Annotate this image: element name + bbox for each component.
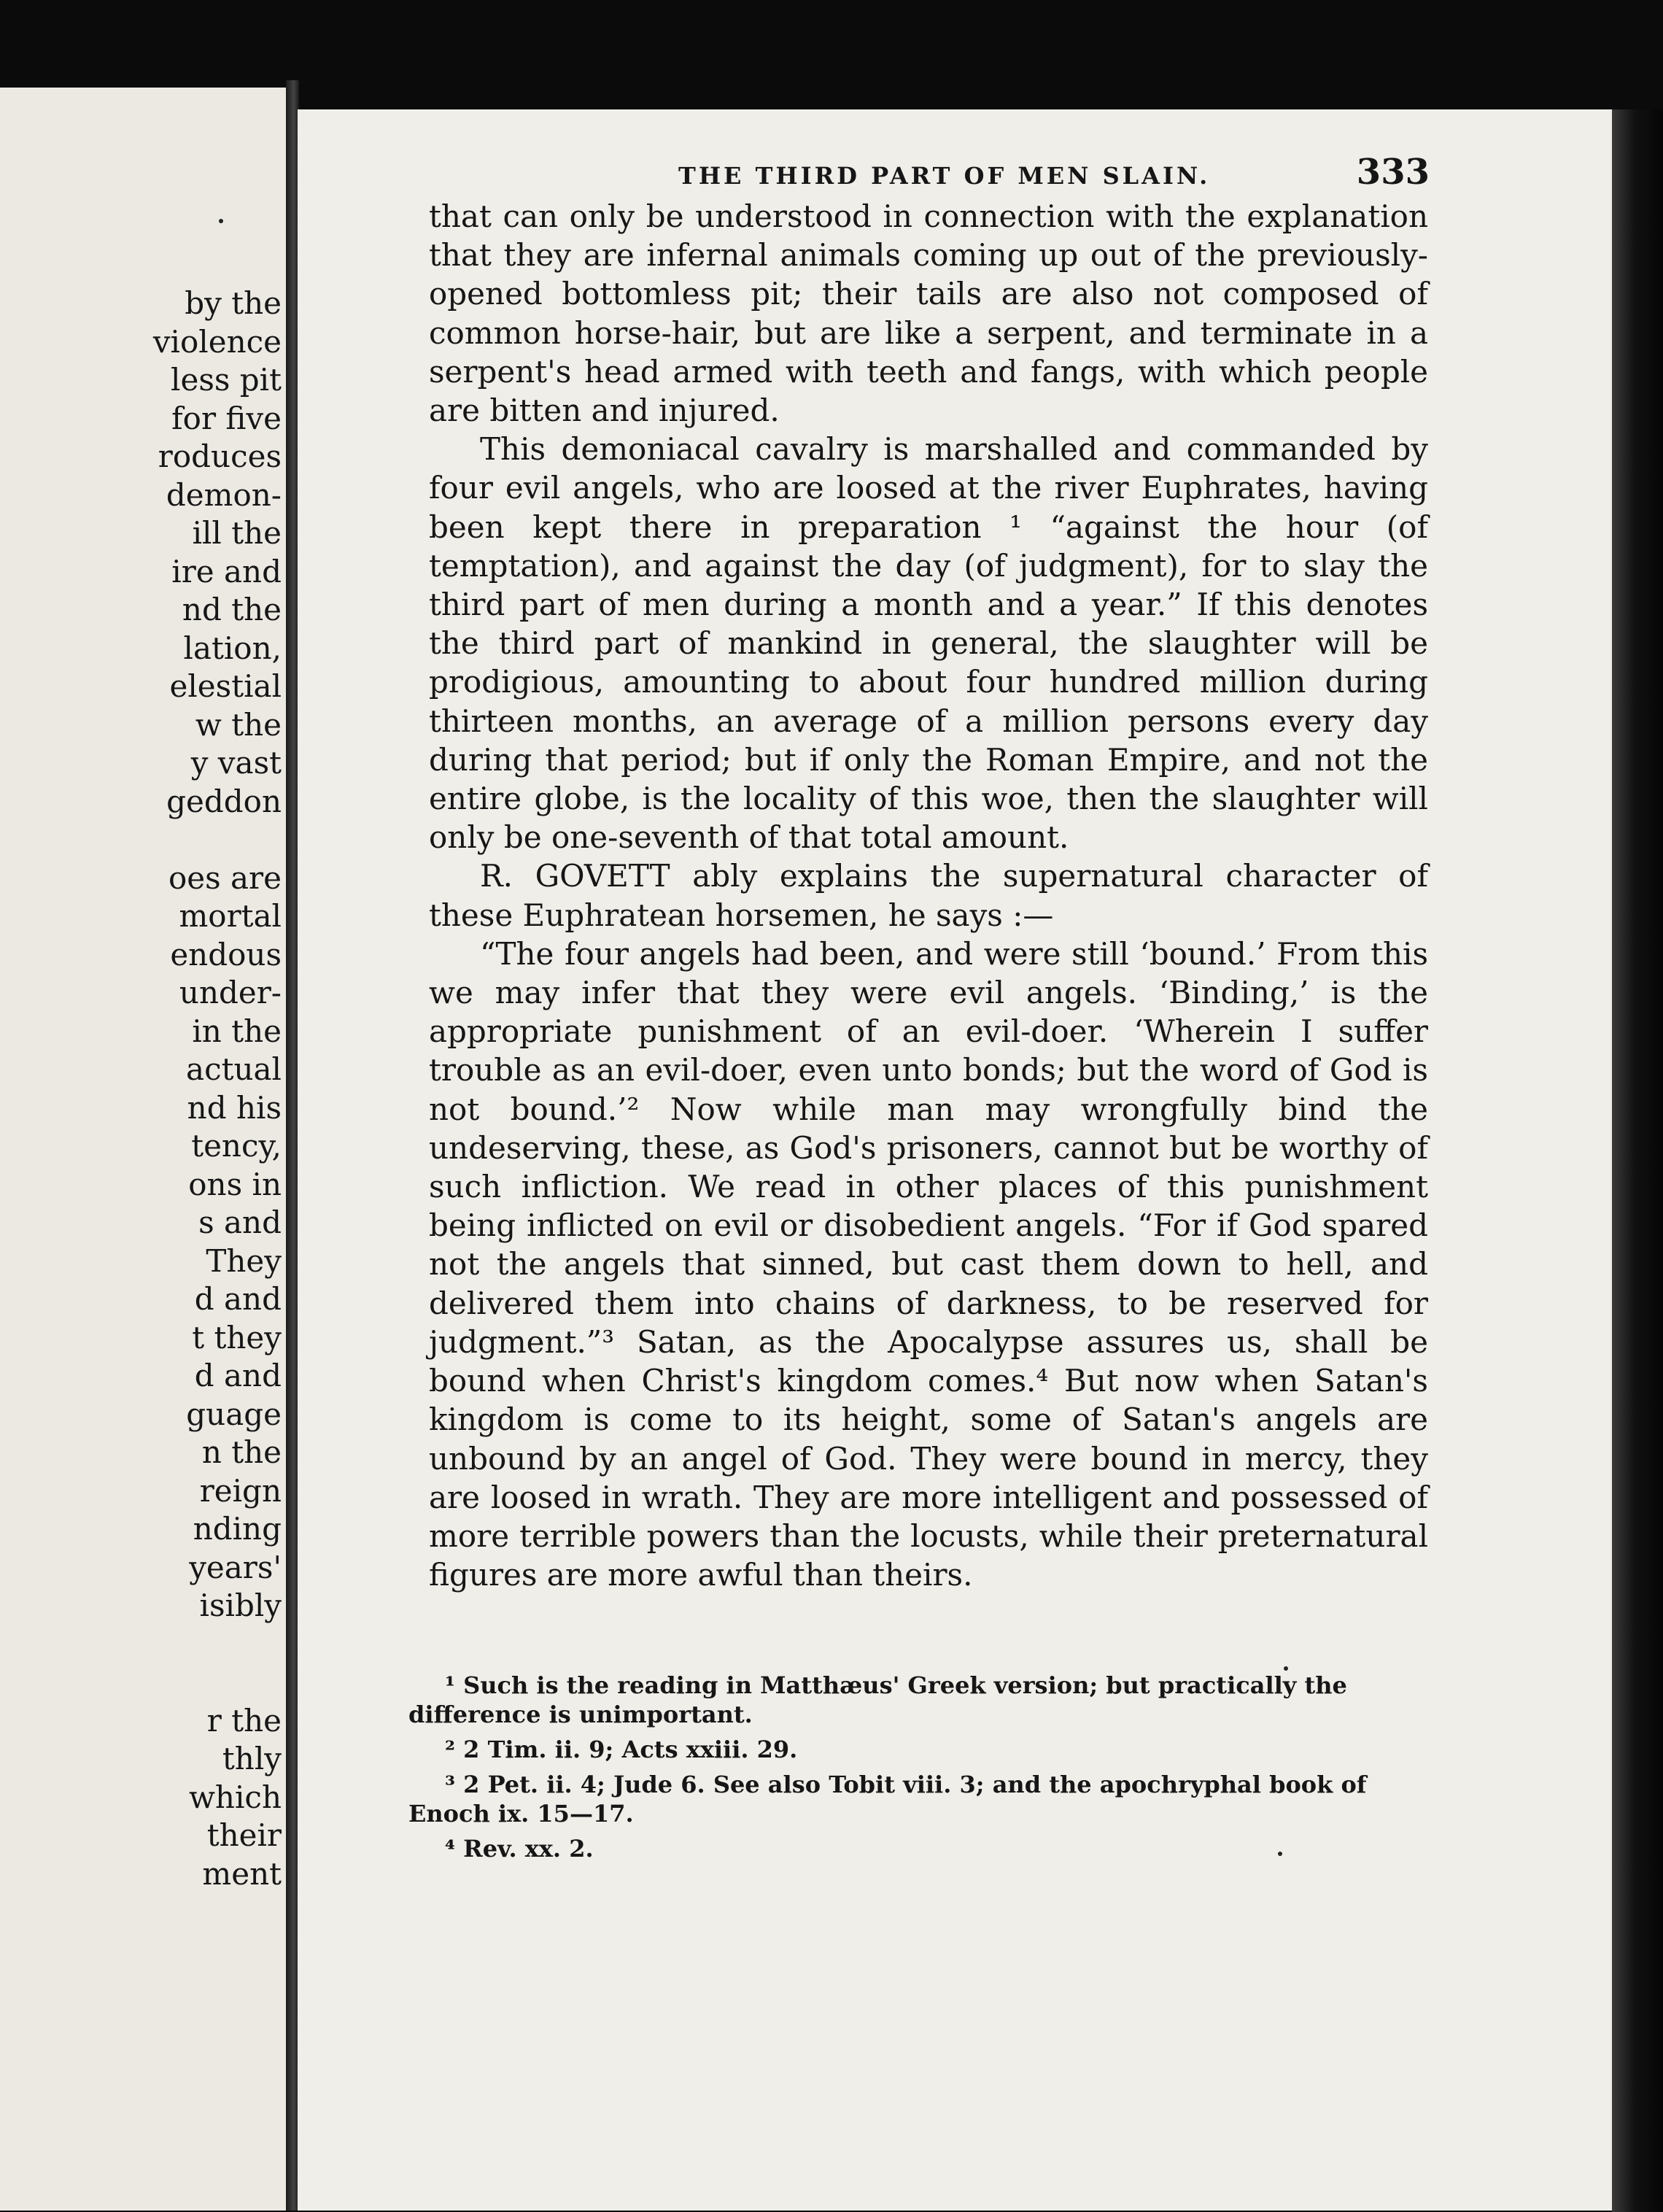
left-page-line: mortal bbox=[179, 898, 282, 934]
footnote-4: ⁴ Rev. xx. 2. bbox=[445, 1835, 594, 1863]
left-page-line: which bbox=[188, 1779, 282, 1815]
left-page-line: w the bbox=[195, 706, 282, 743]
footnotes bbox=[408, 1671, 1415, 1869]
left-page-line: thly bbox=[222, 1741, 282, 1776]
paragraph-demoniacal-cavalry: This demoniacal cavalry is marshalled and commanded by four evil angels, who are loosed at the river Euphrates, having been kept there in preparation ¹ “against the hour (of temptation), and against the day (of judgment), for to slay the third part of men during a month and a year.” If this denotes the third part of mankind in general, the slaughter will be prodigious, amounting to about four hundred million during thirteen months, an average of a million persons every day during that period; but if only the Roman Empire, and not the entire globe, is the locality of this woe, then the slaughter will only be one-seventh of that total amount. bbox=[429, 431, 1428, 856]
left-page-line: ire and bbox=[171, 553, 282, 589]
left-page-line: actual bbox=[186, 1051, 282, 1087]
left-page-line: for five bbox=[171, 400, 282, 436]
left-page-line: lation, bbox=[183, 630, 282, 666]
left-page-line: ill the bbox=[192, 515, 282, 551]
left-page-line: guage bbox=[186, 1396, 282, 1432]
print-speck bbox=[219, 219, 223, 223]
print-speck bbox=[1284, 1666, 1288, 1671]
page-edge-shadow bbox=[1612, 109, 1663, 2212]
left-page-line: r the bbox=[206, 1702, 282, 1739]
left-page-line: isibly bbox=[199, 1588, 282, 1623]
left-page bbox=[0, 88, 289, 2211]
left-page-line: endous bbox=[170, 936, 282, 972]
left-page-line: years' bbox=[189, 1549, 282, 1585]
page-number: 333 bbox=[1356, 152, 1430, 193]
left-page-line: demon- bbox=[166, 476, 282, 513]
left-page-line: less pit bbox=[171, 362, 282, 398]
left-page-line: geddon bbox=[166, 783, 282, 819]
left-page-line: elestial bbox=[169, 668, 282, 704]
left-page-line bbox=[153, 1625, 282, 1664]
left-page-line: roduces bbox=[158, 438, 282, 474]
main-text bbox=[429, 197, 1428, 1594]
left-page-line: ment bbox=[202, 1855, 282, 1892]
left-page-line: nd his bbox=[187, 1089, 282, 1126]
left-page-line: their bbox=[206, 1817, 282, 1853]
paragraph-govett-intro: R. GOVETT ably explains the supernatural character of these Euphratean horsemen, he says :— bbox=[429, 858, 1428, 933]
left-page-line: reign bbox=[199, 1472, 282, 1509]
left-page-line: s and bbox=[198, 1204, 282, 1240]
left-page-line: tency, bbox=[191, 1128, 282, 1164]
left-page-line bbox=[153, 1663, 282, 1702]
footnote-2: ² 2 Tim. ii. 9; Acts xxiii. 29. bbox=[445, 1736, 798, 1763]
left-page-line: violence bbox=[152, 323, 282, 360]
paragraph-govett-quote: “The four angels had been, and were still ‘bound.’ From this we may infer that they were evil angels. ‘Binding,’ is the appropriate punishment of an evil-doer. ‘Wherein I suffer trouble as an evil-doer, even unto bonds; but the word of God is not bound.’² Now while man may wrongfully bind the undeserving, these, as God's prisoners, cannot but be worthy of such infliction. We read in other places of this punishment being inflicted on evil or disobedient angels. “For if God spared not the angels that sinned, but cast them down to hell, and delivered them into chains of darkness, to be reserved for judgment.”³ Satan, as the Apocalypse assures us, shall be bound when Christ's kingdom comes.⁴ But now when Satan's kingdom is come to its height, some of Satan's angels are unbound by an angel of God. They were bound in mercy, they are loosed in wrath. They are more intelligent and possessed of more terrible powers than the locusts, while their preternatural figures are more awful than theirs. bbox=[429, 935, 1428, 1593]
paragraph-continuation: that can only be understood in connection with the explanation that they are infernal animals coming up out of the previously-opened bottomless pit; their tails are also not composed of common horse-hair, but are like a serpent, and terminate in a serpent's head armed with teeth and fangs, with which people are bitten and injured. bbox=[429, 198, 1428, 429]
running-title: THE THIRD PART OF MEN SLAIN. bbox=[678, 162, 1211, 190]
print-speck bbox=[1278, 1852, 1282, 1856]
left-page-line: d and bbox=[194, 1358, 282, 1393]
left-page-line: nding bbox=[193, 1511, 282, 1547]
left-page-line: nd the bbox=[182, 592, 282, 627]
left-page-line: in the bbox=[192, 1013, 282, 1049]
left-page-line: n the bbox=[201, 1434, 282, 1470]
footnote-3: ³ 2 Pet. ii. 4; Jude 6. See also Tobit viii. 3; and the apochryphal book of Enoch ix. 15—17. bbox=[408, 1771, 1367, 1828]
left-page-line bbox=[153, 821, 282, 859]
left-page-fragments bbox=[153, 285, 282, 1893]
running-head bbox=[379, 152, 1430, 193]
left-page-line: t they bbox=[192, 1319, 282, 1356]
left-page-line: d and bbox=[194, 1281, 282, 1317]
footnote-1: ¹ Such is the reading in Matthæus' Greek version; but practically the difference is unimportant. bbox=[408, 1671, 1347, 1728]
left-page-line: They bbox=[206, 1242, 282, 1279]
left-page-line: under- bbox=[179, 975, 282, 1010]
left-page-line: ons in bbox=[188, 1166, 282, 1202]
left-page-line: by the bbox=[185, 285, 282, 321]
left-page-line: y vast bbox=[190, 745, 282, 781]
left-page-line: oes are bbox=[168, 859, 282, 896]
